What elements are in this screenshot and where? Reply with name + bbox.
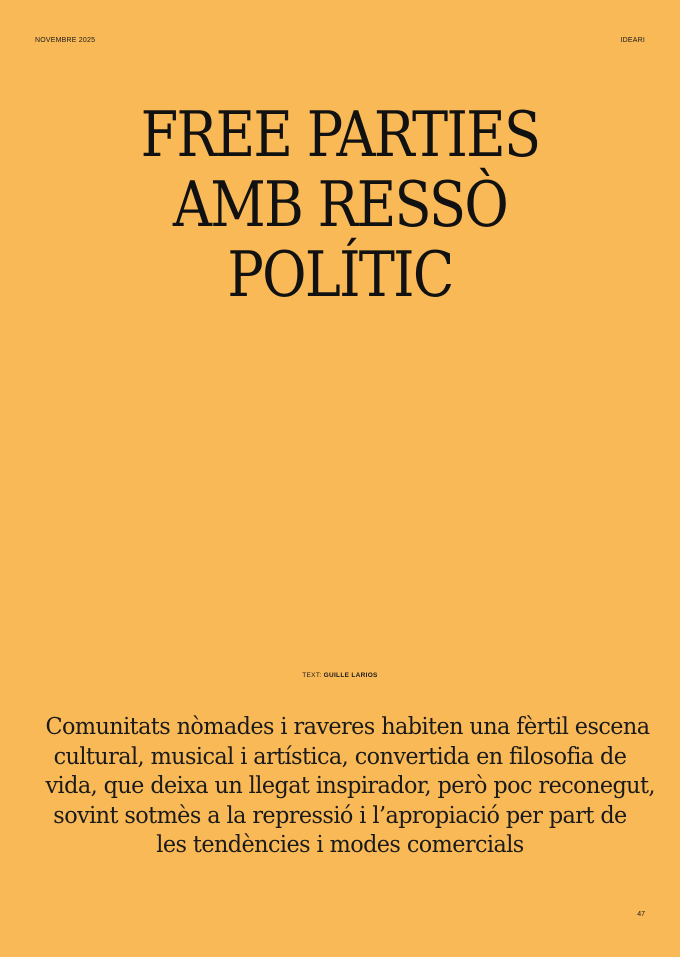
headline-line: AMB RESSÒ: [172, 168, 508, 241]
lede-line: Comunitats nòmades i raveres habiten una fèrtil escena: [45, 712, 650, 740]
author-credit: [0, 672, 680, 679]
page-number: 47: [637, 911, 645, 918]
lede-line: vida, que deixa un llegat inspirador, però poc reconegut,: [45, 771, 655, 799]
section-name: IDEARI: [620, 37, 645, 44]
headline-line: FREE PARTIES: [140, 98, 540, 171]
credit-label: TEXT:: [302, 672, 322, 679]
headline: [48, 100, 633, 310]
lede-line: cultural, musical i artística, convertida en filosofia de: [53, 741, 627, 770]
lede-line: les tendències i modes comercials: [156, 830, 524, 858]
author-name: GUILLE LARIOS: [323, 672, 378, 679]
lede-paragraph: [45, 712, 655, 860]
issue-date: NOVEMBRE 2025: [35, 37, 96, 44]
lede-line: sovint sotmès a la repressió i l’apropiació per part de: [53, 800, 627, 829]
headline-line: POLÍTIC: [227, 238, 453, 311]
